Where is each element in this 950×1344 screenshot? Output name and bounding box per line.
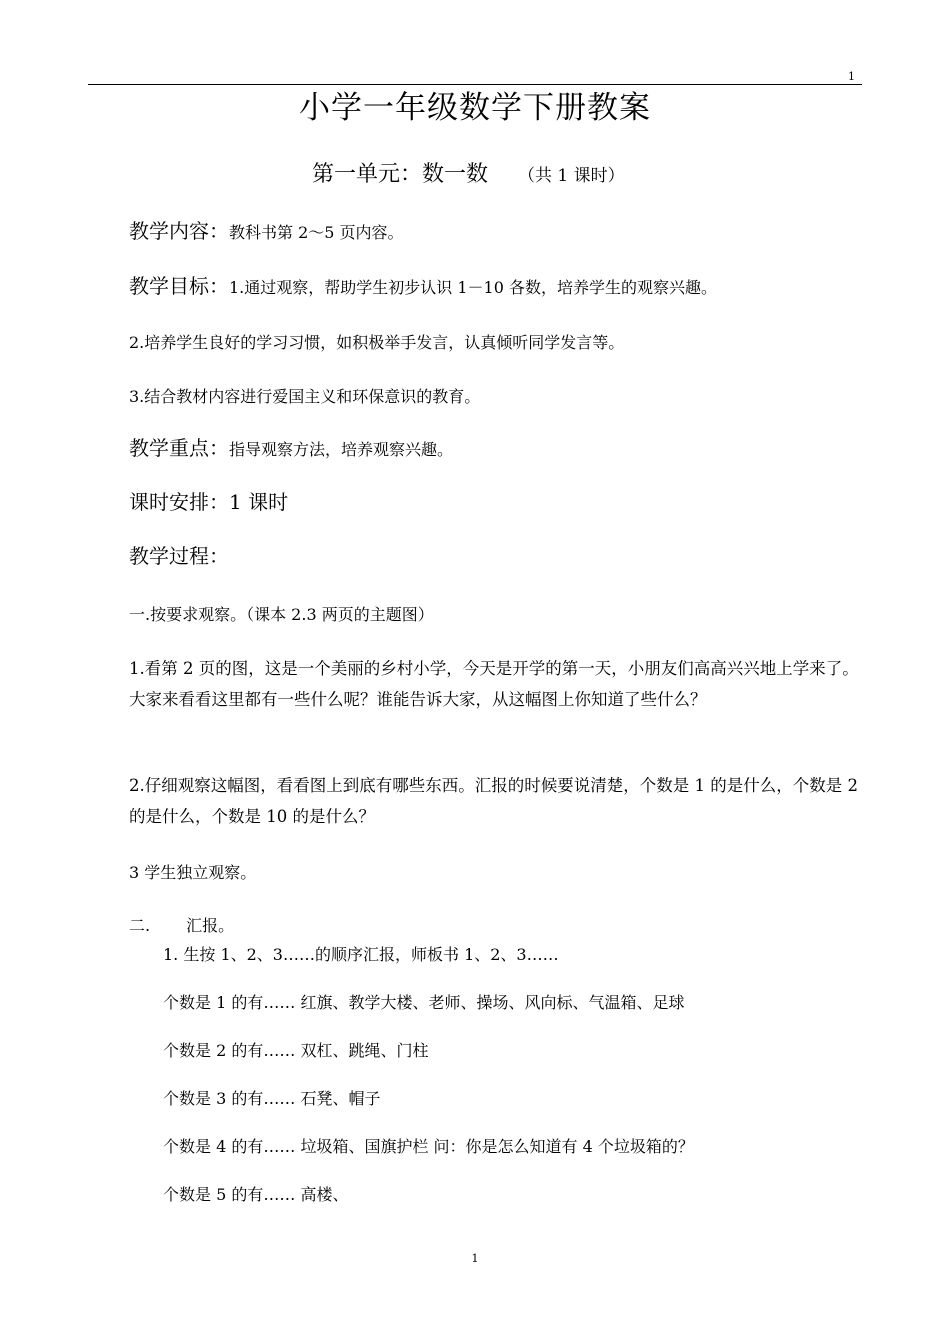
count-line-3: 个数是 3 的有…… 石凳、帽子	[163, 1089, 381, 1108]
objectives-label: 教学目标：	[129, 274, 229, 298]
key-point-text: 指导观察方法，培养观察兴趣。	[229, 440, 454, 459]
process-paragraph-2: 2.仔细观察这幅图，看看图上到底有哪些东西。汇报的时候要说清楚，个数是 1 的是什么，个数是 2 的是什么，个数是 10 的是什么？	[129, 776, 858, 826]
process-section-1: 一.按要求观察。（课本 2.3 两页的主题图）	[129, 605, 434, 624]
schedule-label: 课时安排：	[129, 490, 229, 514]
process-section-2	[129, 913, 234, 936]
footer-page-number: 1	[471, 1252, 479, 1265]
schedule-text: 1 课时	[229, 490, 289, 514]
count-line-1: 个数是 1 的有…… 红旗、教学大楼、老师、操场、风向标、气温箱、足球	[163, 993, 685, 1012]
unit-heading	[312, 157, 625, 188]
unit-hours: （共 1 课时）	[518, 166, 625, 186]
objective-item-3: 3.结合教材内容进行爱国主义和环保意识的教育。	[129, 387, 481, 406]
objectives-line	[129, 270, 717, 299]
count-line-2: 个数是 2 的有…… 双杠、跳绳、门柱	[163, 1041, 429, 1060]
content-text: 教科书第 2～5 页内容。	[229, 223, 404, 242]
section-2-title: 汇报。	[186, 916, 235, 935]
unit-title: 第一单元：数一数	[312, 162, 489, 187]
key-point-label: 教学重点：	[129, 436, 229, 460]
process-label	[129, 540, 229, 569]
count-line-5: 个数是 5 的有…… 高楼、	[163, 1185, 349, 1204]
objective-item-2: 2.培养学生良好的学习习惯，如积极举手发言，认真倾听同学发言等。	[129, 333, 625, 352]
content-label: 教学内容：	[129, 219, 229, 243]
header-page-number: 1	[848, 70, 855, 83]
schedule-line	[129, 486, 288, 515]
objective-item-1: 1.通过观察，帮助学生初步认识 1－10 各数，培养学生的观察兴趣。	[229, 278, 717, 297]
count-line-4: 个数是 4 的有…… 垃圾箱、国旗护栏 问：你是怎么知道有 4 个垃圾箱的？	[163, 1137, 694, 1156]
report-step-1: 1. 生按 1、2、3……的顺序汇报，师板书 1、2、3……	[163, 945, 559, 964]
section-2-number: 二.	[129, 916, 151, 935]
content-line	[129, 215, 404, 244]
process-paragraph-3: 3 学生独立观察。	[129, 863, 257, 882]
process-label-text: 教学过程：	[129, 544, 229, 568]
key-point-line	[129, 432, 453, 461]
process-paragraph-1: 1.看第 2 页的图，这是一个美丽的乡村小学，今天是开学的第一天，小朋友们高高兴兴地上学来了。大家来看看这里都有一些什么呢？谁能告诉大家，从这幅图上你知道了些什么？	[129, 659, 859, 709]
document-title: 小学一年级数学下册教案	[299, 90, 651, 126]
